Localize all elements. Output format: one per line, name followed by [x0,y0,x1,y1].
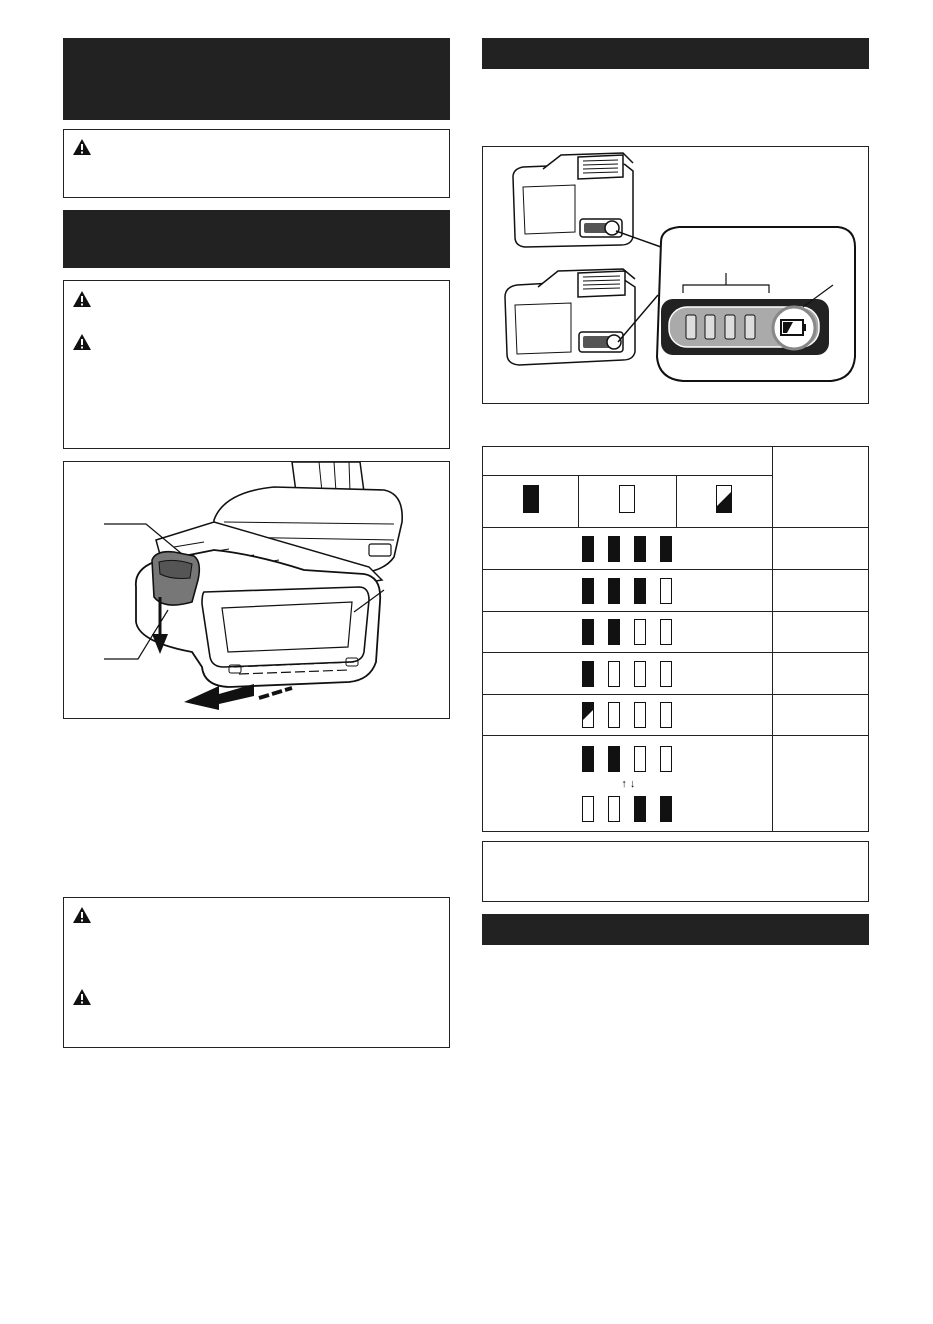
table-header-indicator-lamps [483,447,773,476]
lamp-off [660,619,672,645]
battery-indicator-illustration [483,147,867,402]
legend-cell-blinking [676,476,772,528]
lamp-half [582,702,594,728]
warning-triangle-icon [72,138,92,156]
lamp-off [608,661,620,687]
battery-indicator-figure [482,146,869,404]
lamp-off [608,796,620,822]
section-header-bar-2 [63,210,450,268]
warning-box-3 [63,897,450,1048]
warning-box-2 [63,280,450,449]
warning-box-1 [63,129,450,198]
indicator-lamps-table [482,446,869,832]
lamp-on [608,619,620,645]
lamp-off [608,702,620,728]
lamp-row-1 [483,528,773,570]
table-row [483,736,869,832]
alternating-top-lamps [483,746,772,772]
capacity-cell [772,736,868,832]
legend-lamp-on [523,485,539,513]
battery-removal-figure [63,461,450,719]
alternating-bottom-lamps [483,796,772,822]
warning-triangle-icon [72,988,92,1006]
table-row [483,695,869,736]
capacity-cell [772,653,868,695]
section-header-bar-4 [482,914,869,945]
table-row [483,528,869,570]
lamp-on [634,536,646,562]
section-header-bar-3 [482,38,869,69]
note-box [482,841,869,902]
lamp-on [608,536,620,562]
lamp-on [660,536,672,562]
lamp-on [634,578,646,604]
lamp-on [582,578,594,604]
lamp-off [660,746,672,772]
capacity-cell [772,570,868,612]
table-row [483,612,869,653]
lamp-off [634,746,646,772]
lamp-row-5 [483,695,773,736]
warning-triangle-icon [72,290,92,308]
table-row [483,653,869,695]
lamp-off [660,661,672,687]
warning-triangle-icon [72,333,92,351]
warning-triangle-icon [72,906,92,924]
lamp-on [660,796,672,822]
lamp-on [582,536,594,562]
legend-cell-on [483,476,579,528]
lamp-on [582,619,594,645]
lamp-row-2 [483,570,773,612]
lamp-row-4 [483,653,773,695]
lamp-off [634,702,646,728]
lamp-on [608,746,620,772]
section-header-bar-1 [63,38,450,120]
lamp-on [582,746,594,772]
lamp-row-alternating [483,736,773,832]
lamp-off [660,702,672,728]
lamp-off [634,661,646,687]
lamp-off [634,619,646,645]
lamp-row-3 [483,612,773,653]
lamp-on [634,796,646,822]
lamp-off [582,796,594,822]
table-row [483,570,869,612]
legend-lamp-blinking [716,485,732,513]
battery-removal-illustration [64,462,448,717]
lamp-on [582,661,594,687]
capacity-cell [772,695,868,736]
lamp-on [608,578,620,604]
capacity-cell [772,528,868,570]
legend-lamp-off [619,485,635,513]
lamp-off [660,578,672,604]
table-header-remaining-capacity [772,447,868,528]
legend-cell-off [579,476,676,528]
capacity-cell [772,612,868,653]
alternating-arrows: ↑ ↓ [621,777,636,790]
